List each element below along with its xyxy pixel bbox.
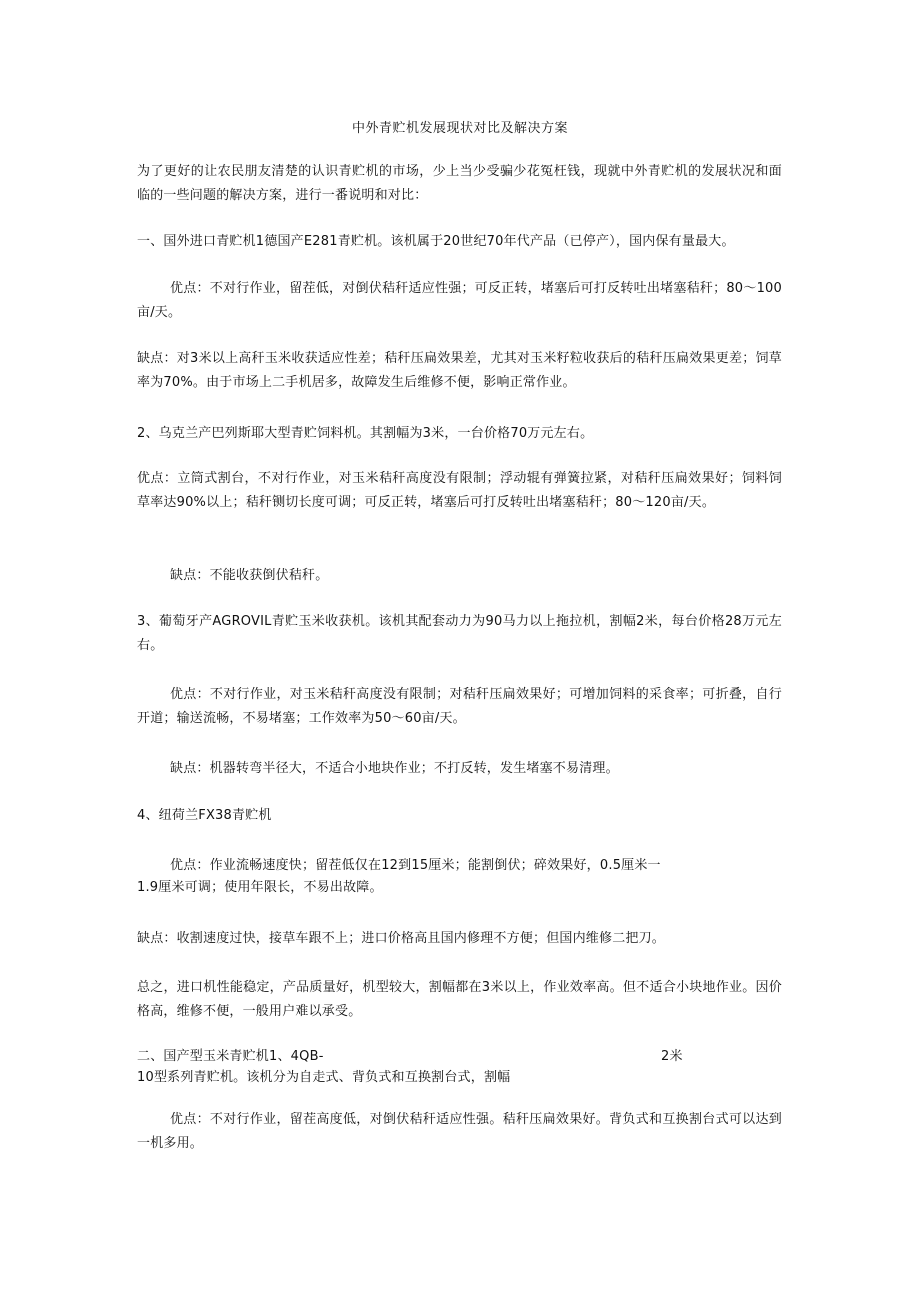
section-5-heading-part-1: 二、国产型玉米青贮机1、4QB-: [137, 1049, 324, 1064]
section-2-heading: 2、乌克兰产巴列斯耶大型青贮饲料机。其割幅为3米，一台价格70万元左右。: [137, 426, 594, 441]
document-title: 中外青贮机发展现状对比及解决方案: [351, 121, 568, 136]
section-4-cons: 缺点：收割速度过快，接草车跟不上；进口价格高且国内修理不方便；但国内维修二把刀。: [137, 931, 666, 946]
section-3-cons: 缺点：机器转弯半径大，不适合小地块作业；不打反转，发生堵塞不易清理。: [170, 761, 619, 776]
section-5-pros: 优点：不对行作业，留茬高度低，对倒伏秸秆适应性强。秸秆压扁效果好。背负式和互换割台式可以达到一机多用。: [137, 1112, 782, 1151]
section-4-pros-line-2: 1.9厘米可调；使用年限长，不易出故障。: [137, 880, 383, 895]
section-3-heading: 3、葡萄牙产AGROVIL青贮玉米收获机。该机其配套动力为90马力以上拖拉机，割幅2米，每台价格28万元左右。: [137, 614, 782, 653]
intro-paragraph: 为了更好的让农民朋友清楚的认识青贮机的市场，少上当少受骗少花冤枉钱，现就中外青贮机的发展状况和面临的一些问题的解决方案，进行一番说明和对比：: [137, 164, 782, 203]
section-2-cons: 缺点：不能收获倒伏秸秆。: [170, 568, 329, 583]
section-1-pros: 优点：不对行作业，留茬低，对倒伏秸秆适应性强；可反正转，堵塞后可打反转吐出堵塞秸秆；80～100亩/天。: [137, 281, 782, 320]
section-2-pros: 优点：立筒式割台，不对行作业，对玉米秸秆高度没有限制；浮动辊有弹簧拉紧，对秸秆压扁效果好；饲料饲草率达90%以上；秸秆铡切长度可调；可反正转，堵塞后可打反转吐出堵塞秸秆；80～120亩/天。: [137, 471, 782, 510]
summary-paragraph: 总之，进口机性能稳定，产品质量好，机型较大，割幅都在3米以上，作业效率高。但不适合小块地作业。因价格高，维修不便，一般用户难以承受。: [137, 980, 782, 1019]
section-4-heading: 4、纽荷兰FX38青贮机: [137, 808, 272, 823]
section-4-pros-line-1: 优点：作业流畅速度快；留茬低仅在12到15厘米；能割倒伏；碎效果好，0.5厘米一: [170, 858, 661, 873]
section-1-heading: 一、国外进口青贮机1德国产E281青贮机。该机属于20世纪70年代产品（已停产），国内保有量最大。: [137, 234, 735, 249]
section-5-heading-part-2: 2米: [661, 1049, 683, 1064]
section-5-heading-line-2: 10型系列青贮机。该机分为自走式、背负式和互换割台式，割幅: [137, 1070, 511, 1085]
section-3-pros: 优点：不对行作业，对玉米秸秆高度没有限制；对秸秆压扁效果好；可增加饲料的采食率；可折叠，自行开道；输送流畅，不易堵塞；工作效率为50～60亩/天。: [137, 687, 782, 726]
section-1-cons: 缺点：对3米以上高秆玉米收获适应性差；秸秆压扁效果差，尤其对玉米籽粒收获后的秸秆压扁效果更差；饲草率为70%。由于市场上二手机居多，故障发生后维修不便，影响正常作业。: [137, 351, 782, 390]
